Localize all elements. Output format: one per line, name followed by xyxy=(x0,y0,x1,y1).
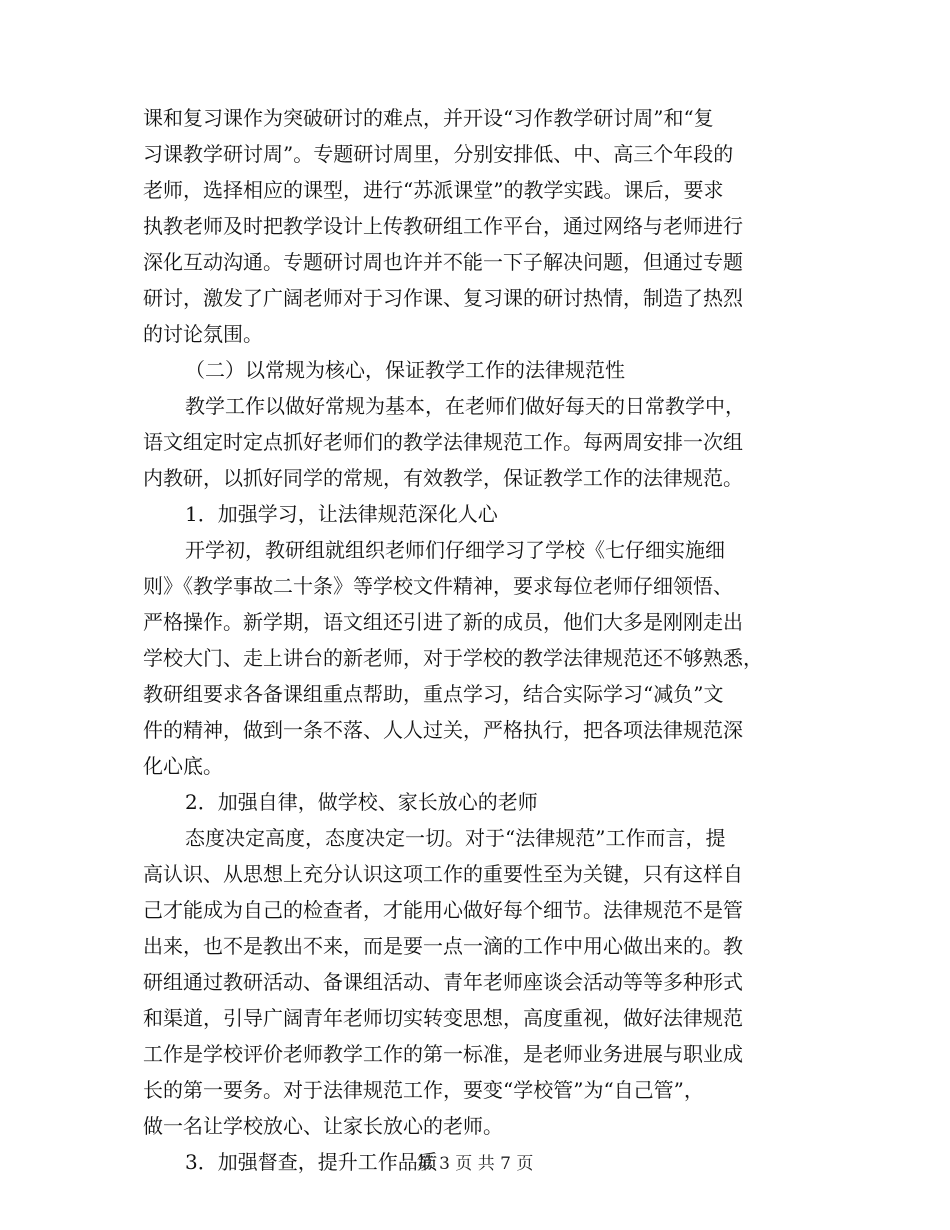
text-line: 长的第一要务。对于法律规范工作，要变“学校管”为“自己管”， xyxy=(143,1078,704,1102)
document-body xyxy=(143,100,813,1180)
text-line: 深化互动沟通。专题研讨周也许并不能一下子解决问题，但通过专题 xyxy=(143,250,743,274)
text-line: 化心底。 xyxy=(143,754,223,778)
text-line: 1．加强学习，让法律规范深化人心 xyxy=(185,502,498,526)
text-line: 语文组定时定点抓好老师们的教学法律规范工作。每两周安排一次组 xyxy=(143,430,743,454)
text-line: 教研组要求各备课组重点帮助，重点学习，结合实际学习“减负”文 xyxy=(143,682,724,706)
text-line: （二）以常规为核心，保证教学工作的法律规范性 xyxy=(185,358,625,382)
page-footer: 第 3 页 共 7 页 xyxy=(416,1154,534,1174)
text-line: 则》《教学事故二十条》等学校文件精神，要求每位老师仔细领悟、 xyxy=(143,574,733,598)
text-line: 严格操作。新学期，语文组还引进了新的成员，他们大多是刚刚走出 xyxy=(143,610,743,634)
text-line: 学校大门、走上讲台的新老师，对于学校的教学法律规范还不够熟悉， xyxy=(143,646,763,670)
text-line: 老师，选择相应的课型，进行“苏派课堂”的教学实践。课后，要求 xyxy=(143,178,724,202)
text-line: 高认识、从思想上充分认识这项工作的重要性至为关键，只有这样自 xyxy=(143,862,743,886)
text-line: 和渠道，引导广阔青年老师切实转变思想，高度重视，做好法律规范 xyxy=(143,1006,743,1030)
text-line: 态度决定高度，态度决定一切。对于“法律规范”工作而言，提 xyxy=(185,826,726,850)
text-line: 课和复习课作为突破研讨的难点，并开设“习作教学研讨周”和“复 xyxy=(143,106,714,130)
text-line: 做一名让学校放心、让家长放心的老师。 xyxy=(143,1114,503,1138)
text-line: 出来，也不是教出不来，而是要一点一滴的工作中用心做出来的。教 xyxy=(143,934,743,958)
text-line: 2．加强自律，做学校、家长放心的老师 xyxy=(185,790,538,814)
text-line: 开学初，教研组就组织老师们仔细学习了学校《七仔细实施细 xyxy=(185,538,725,562)
text-line: 教学工作以做好常规为基本，在老师们做好每天的日常教学中， xyxy=(185,394,745,418)
text-line: 执教老师及时把教学设计上传教研组工作平台，通过网络与老师进行 xyxy=(143,214,743,238)
text-line: 的讨论氛围。 xyxy=(143,322,263,346)
text-line: 研讨，激发了广阔老师对于习作课、复习课的研讨热情，制造了热烈 xyxy=(143,286,743,310)
text-line: 件的精神，做到一条不落、人人过关，严格执行，把各项法律规范深 xyxy=(143,718,743,742)
text-line: 己才能成为自己的检查者，才能用心做好每个细节。法律规范不是管 xyxy=(143,898,743,922)
text-line: 研组通过教研活动、备课组活动、青年老师座谈会活动等等多种形式 xyxy=(143,970,743,994)
text-line: 3．加强督查，提升工作品质 xyxy=(185,1150,438,1174)
text-line: 工作是学校评价老师教学工作的第一标准，是老师业务进展与职业成 xyxy=(143,1042,743,1066)
text-line: 内教研，以抓好同学的常规，有效教学，保证教学工作的法律规范。 xyxy=(143,466,743,490)
text-line: 习课教学研讨周”。专题研讨周里，分别安排低、中、高三个年段的 xyxy=(143,142,734,166)
